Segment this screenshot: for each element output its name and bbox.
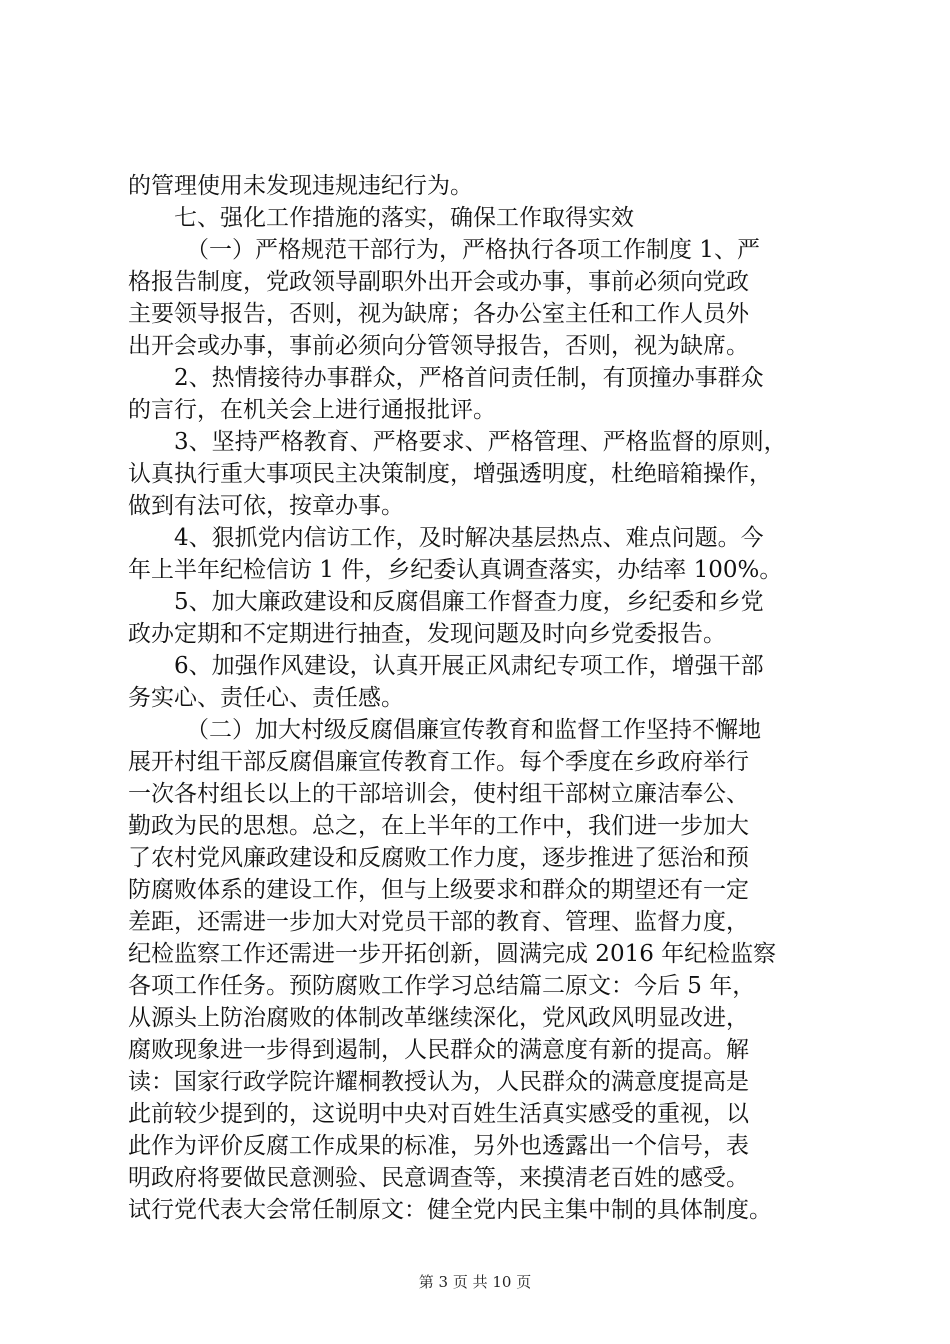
paragraph-start: 6、加强作风建设，认真开展正风肃纪专项工作，增强干部 <box>174 653 764 679</box>
text-line: 的管理使用未发现违规违纪行为。 <box>128 173 473 199</box>
text-line: 一次各村组长以上的干部培训会，使村组干部树立廉洁奉公、 <box>128 781 749 807</box>
text-line: 差距，还需进一步加大对党员干部的教育、管理、监督力度， <box>128 909 749 935</box>
text-line: 年上半年纪检信访 1 件，乡纪委认真调查落实，办结率 100%。 <box>128 557 783 583</box>
paragraph-start: 4、狠抓党内信访工作，及时解决基层热点、难点问题。今 <box>174 525 764 551</box>
text-line: 纪检监察工作还需进一步开拓创新，圆满完成 2016 年纪检监察 <box>128 941 777 967</box>
text-line: 腐败现象进一步得到遏制，人民群众的满意度有新的提高。解 <box>128 1037 749 1063</box>
text-line: 了农村党风廉政建设和反腐败工作力度，逐步推进了惩治和预 <box>128 845 749 871</box>
text-line: 此前较少提到的，这说明中央对百姓生活真实感受的重视，以 <box>128 1101 749 1127</box>
subsection-heading: （一）严格规范干部行为，严格执行各项工作制度 1、严 <box>186 237 760 263</box>
subsection-heading: （二）加大村级反腐倡廉宣传教育和监督工作坚持不懈地 <box>186 717 761 743</box>
text-line: 此作为评价反腐工作成果的标准，另外也透露出一个信号，表 <box>128 1133 749 1159</box>
text-line: 务实心、责任心、责任感。 <box>128 685 404 711</box>
text-line: 防腐败体系的建设工作，但与上级要求和群众的期望还有一定 <box>128 877 749 903</box>
text-line: 读：国家行政学院许耀桐教授认为，人民群众的满意度提高是 <box>128 1069 749 1095</box>
text-line: 各项工作任务。预防腐败工作学习总结篇二原文：今后 5 年， <box>128 973 756 999</box>
text-line: 展开村组干部反腐倡廉宣传教育工作。每个季度在乡政府举行 <box>128 749 749 775</box>
text-line: 明政府将要做民意测验、民意调查等，来摸清老百姓的感受。 <box>128 1165 749 1191</box>
page-number-footer: 第 3 页 共 10 页 <box>418 1273 532 1291</box>
paragraph-start: 3、坚持严格教育、严格要求、严格管理、严格监督的原则， <box>174 429 787 455</box>
text-line: 政办定期和不定期进行抽查，发现问题及时向乡党委报告。 <box>128 621 726 647</box>
text-line: 出开会或办事，事前必须向分管领导报告，否则，视为缺席。 <box>128 333 749 359</box>
text-line: 试行党代表大会常任制原文：健全党内民主集中制的具体制度。 <box>128 1197 772 1223</box>
text-line: 的言行，在机关会上进行通报批评。 <box>128 397 496 423</box>
text-line: 主要领导报告，否则，视为缺席；各办公室主任和工作人员外 <box>128 301 749 327</box>
text-line: 认真执行重大事项民主决策制度，增强透明度，杜绝暗箱操作， <box>128 461 772 487</box>
document-body <box>128 170 834 1226</box>
text-line: 从源头上防治腐败的体制改革继续深化，党风政风明显改进， <box>128 1005 749 1031</box>
paragraph-start: 5、加大廉政建设和反腐倡廉工作督查力度，乡纪委和乡党 <box>174 589 764 615</box>
text-line: 勤政为民的思想。总之，在上半年的工作中，我们进一步加大 <box>128 813 749 839</box>
section-heading: 七、强化工作措施的落实，确保工作取得实效 <box>174 205 634 231</box>
paragraph-start: 2、热情接待办事群众，严格首问责任制，有顶撞办事群众 <box>174 365 764 391</box>
text-line: 格报告制度，党政领导副职外出开会或办事，事前必须向党政 <box>128 269 749 295</box>
text-line: 做到有法可依，按章办事。 <box>128 493 404 519</box>
